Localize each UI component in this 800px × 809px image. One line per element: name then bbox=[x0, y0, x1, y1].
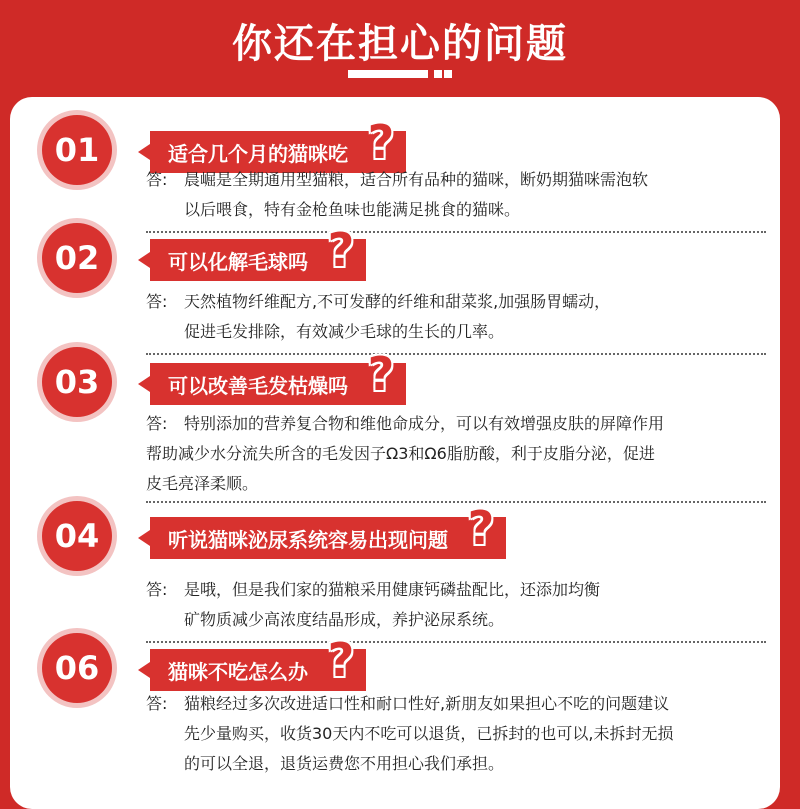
answer-line: 晨崛是全期通用型猫粮，适合所有品种的猫咪，断奶期猫咪需泡软 bbox=[184, 170, 649, 189]
faq-card bbox=[10, 97, 780, 809]
answer-line: 以后喂食，特有金枪鱼味也能满足挑食的猫咪。 bbox=[184, 200, 521, 219]
question-mark-icon: ? bbox=[367, 115, 395, 169]
number-badge: 06 bbox=[42, 633, 112, 703]
answer-prefix: 答: bbox=[146, 580, 168, 599]
answer-prefix: 答: bbox=[146, 170, 168, 189]
answer-line: 先少量购买，收货30天内不吃可以退货，已拆封的也可以,未拆封无损 bbox=[184, 724, 674, 743]
answer-03 bbox=[146, 409, 766, 499]
question-mark-icon: ? bbox=[327, 633, 355, 687]
question-text: 可以改善毛发枯燥吗 bbox=[168, 373, 348, 398]
answer-01 bbox=[146, 165, 766, 225]
question-banner bbox=[150, 223, 366, 281]
dotted-divider bbox=[146, 641, 766, 643]
question-banner bbox=[150, 633, 366, 691]
question-banner bbox=[150, 347, 406, 405]
answer-02 bbox=[146, 287, 766, 347]
answer-line: 天然植物纤维配方,不可发酵的纤维和甜菜浆,加强肠胃蠕动， bbox=[184, 292, 611, 311]
number-badge: 04 bbox=[42, 501, 112, 571]
answer-line: 帮助减少水分流失所含的毛发因子Ω3和Ω6脂肪酸，利于皮脂分泌，促进 bbox=[146, 444, 655, 463]
answer-line: 矿物质减少高浓度结晶形成，养护泌尿系统。 bbox=[184, 610, 505, 629]
number-badge: 03 bbox=[42, 347, 112, 417]
title-underline-decoration bbox=[348, 70, 452, 80]
dotted-divider bbox=[146, 231, 766, 233]
question-mark-icon: ? bbox=[367, 347, 395, 401]
answer-06 bbox=[146, 689, 766, 779]
answer-line: 是哦，但是我们家的猫粮采用健康钙磷盐配比，还添加均衡 bbox=[184, 580, 601, 599]
question-text: 听说猫咪泌尿系统容易出现问题 bbox=[168, 527, 448, 552]
dotted-divider bbox=[146, 501, 766, 503]
answer-line: 猫粮经过多次改进适口性和耐口性好,新朋友如果担心不吃的问题建议 bbox=[184, 694, 670, 713]
answer-line: 皮毛亮泽柔顺。 bbox=[146, 474, 259, 493]
question-mark-icon: ? bbox=[327, 223, 355, 277]
page-title: 你还在担心的问题 bbox=[232, 21, 568, 67]
question-text: 适合几个月的猫咪吃 bbox=[168, 141, 348, 166]
answer-prefix: 答: bbox=[146, 292, 168, 311]
answer-prefix: 答: bbox=[146, 414, 168, 433]
answer-04 bbox=[146, 575, 766, 635]
question-text: 可以化解毛球吗 bbox=[168, 249, 308, 274]
question-banner bbox=[150, 501, 506, 559]
question-text: 猫咪不吃怎么办 bbox=[168, 659, 308, 684]
number-badge: 02 bbox=[42, 223, 112, 293]
answer-line: 促进毛发排除，有效减少毛球的生长的几率。 bbox=[184, 322, 505, 341]
dotted-divider bbox=[146, 353, 766, 355]
question-mark-icon: ? bbox=[467, 501, 495, 555]
answer-line: 的可以全退，退货运费您不用担心我们承担。 bbox=[184, 754, 505, 773]
answer-prefix: 答: bbox=[146, 694, 168, 713]
answer-line: 特别添加的营养复合物和维他命成分，可以有效增强皮肤的屏障作用 bbox=[184, 414, 665, 433]
number-badge: 01 bbox=[42, 115, 112, 185]
